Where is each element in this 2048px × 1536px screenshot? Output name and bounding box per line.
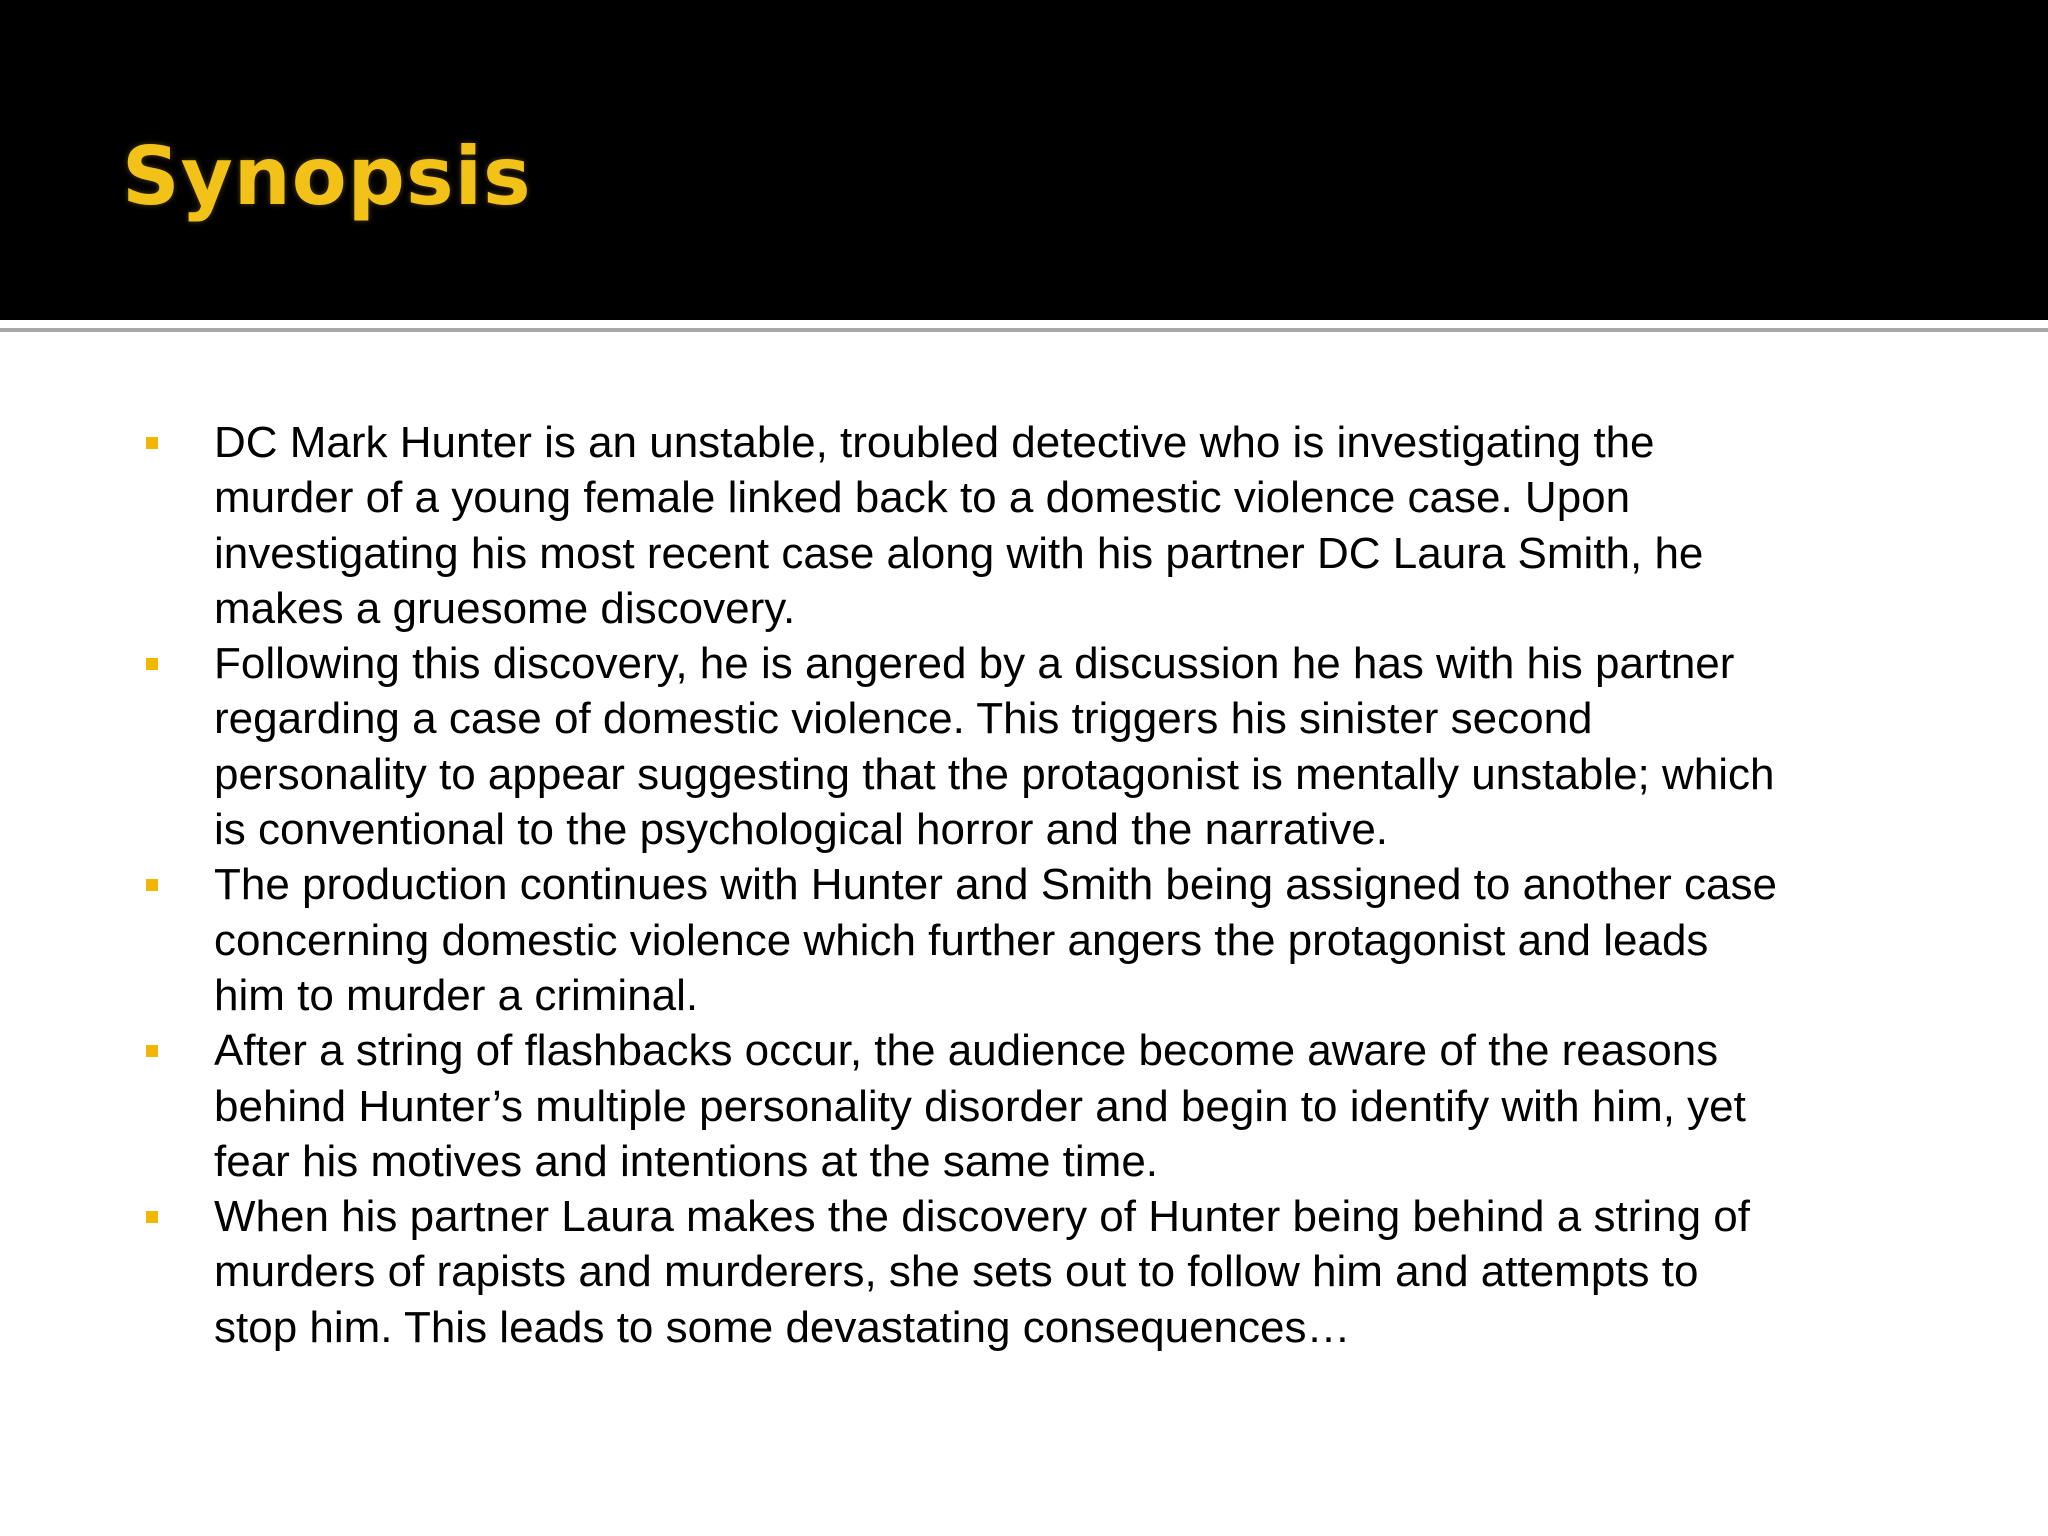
bullet-line: personality to appear suggesting that the protagonist is mentally unstable; which — [214, 749, 1775, 799]
square-bullet-icon — [146, 1045, 158, 1057]
bullet-line: concerning domestic violence which further angers the protagonist and leads — [214, 915, 1709, 965]
bullet-item — [140, 1189, 1960, 1355]
bullet-line: behind Hunter’s multiple personality disorder and begin to identify with him, yet — [214, 1081, 1746, 1131]
bullet-line: is conventional to the psychological horror and the narrative. — [214, 805, 1389, 855]
bullet-line: murder of a young female linked back to a domestic violence case. Upon — [214, 473, 1631, 523]
bullet-line: makes a gruesome discovery. — [214, 583, 796, 633]
square-bullet-icon — [146, 879, 158, 891]
bullet-line: After a string of flashbacks occur, the audience become aware of the reasons — [214, 1026, 1719, 1076]
bullet-line: regarding a case of domestic violence. This triggers his sinister second — [214, 694, 1593, 744]
square-bullet-icon — [146, 658, 158, 670]
bullet-line: murders of rapists and murderers, she sets out to follow him and attempts to — [214, 1247, 1699, 1297]
bullet-line: investigating his most recent case along with his partner DC Laura Smith, he — [214, 528, 1704, 578]
bullet-item — [140, 857, 1960, 1023]
bullet-item — [140, 415, 1960, 636]
square-bullet-icon — [146, 437, 158, 449]
bullet-line: Following this discovery, he is angered by a discussion he has with his partner — [214, 639, 1735, 689]
bullet-line: The production continues with Hunter and Smith being assigned to another case — [214, 860, 1777, 910]
bullet-item — [140, 1023, 1960, 1189]
title-bar — [0, 0, 2048, 320]
bullet-line: fear his motives and intentions at the same time. — [214, 1136, 1159, 1186]
bullet-item — [140, 636, 1960, 857]
bullet-list — [140, 415, 1960, 1355]
bullet-line: DC Mark Hunter is an unstable, troubled detective who is investigating the — [214, 418, 1655, 467]
bullet-line: him to murder a criminal. — [214, 970, 699, 1020]
bullet-line: When his partner Laura makes the discovery of Hunter being behind a string of — [214, 1192, 1750, 1242]
square-bullet-icon — [146, 1211, 158, 1223]
bullet-line: stop him. This leads to some devastating consequences… — [214, 1302, 1351, 1352]
slide-title: Synopsis — [122, 130, 532, 223]
title-divider — [0, 328, 2048, 332]
